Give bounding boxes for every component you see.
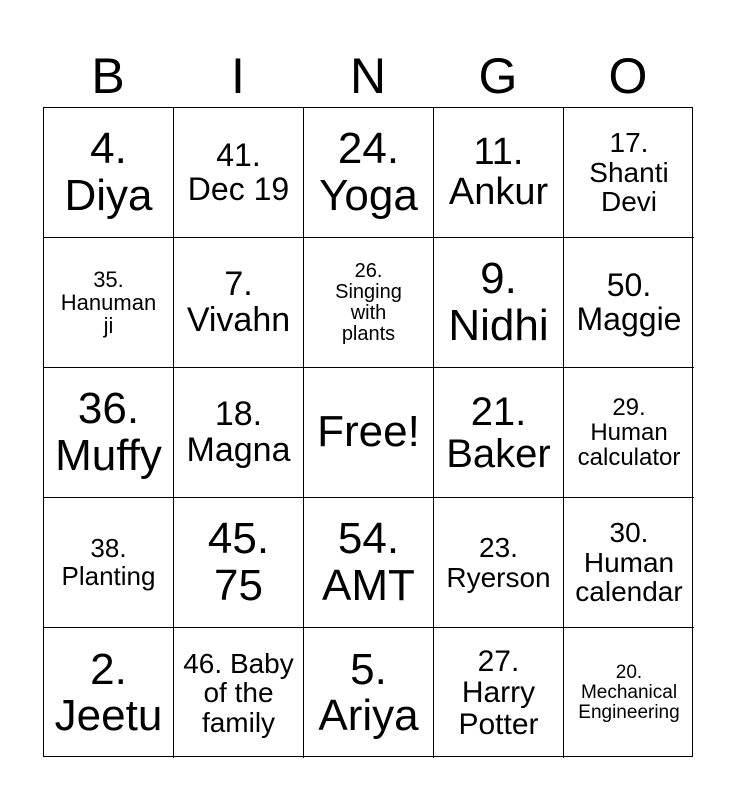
bingo-cell: 4. Diya xyxy=(44,108,174,238)
header-letter-g: G xyxy=(478,48,518,104)
bingo-cell: 2. Jeetu xyxy=(44,628,174,758)
free-space-cell: Free! xyxy=(304,368,434,498)
bingo-cell: 20. Mechanical Engineering xyxy=(578,662,680,723)
bingo-cell: 36. Muffy xyxy=(44,368,174,498)
bingo-grid xyxy=(43,107,693,757)
bingo-cell: 35. Hanuman ji xyxy=(44,238,174,368)
header-letter-i: I xyxy=(231,48,245,104)
bingo-cell: 50. Maggie xyxy=(564,238,694,368)
bingo-cell: 11. Ankur xyxy=(434,108,564,238)
bingo-cell: 17. Shanti Devi xyxy=(564,108,694,238)
header-letter-b: B xyxy=(91,48,125,104)
bingo-cell: 21. Baker xyxy=(434,368,564,498)
bingo-cell: 41. Dec 19 xyxy=(174,108,304,238)
bingo-cell: 23. Ryerson xyxy=(434,498,564,628)
bingo-cell: 18. Magna xyxy=(174,368,304,498)
bingo-cell: 24. Yoga xyxy=(304,108,434,238)
bingo-cell: 38. Planting xyxy=(44,498,174,628)
bingo-cell: 30. Human calendar xyxy=(564,498,694,628)
bingo-cell: 26. Singing with plants xyxy=(304,238,434,368)
bingo-cell: 27. Harry Potter xyxy=(434,628,564,758)
bingo-header xyxy=(43,44,693,108)
bingo-cell: 45. 75 xyxy=(174,498,304,628)
bingo-cell: 54. AMT xyxy=(304,498,434,628)
bingo-cell: 29. Human calculator xyxy=(564,368,694,498)
header-letter-o: O xyxy=(608,48,648,104)
header-letter-n: N xyxy=(349,48,387,104)
bingo-cell: 7. Vivahn xyxy=(174,238,304,368)
bingo-cell: 46. Baby of the family xyxy=(174,628,304,758)
bingo-cell: 5. Ariya xyxy=(304,628,434,758)
bingo-cell: 9. Nidhi xyxy=(434,238,564,368)
